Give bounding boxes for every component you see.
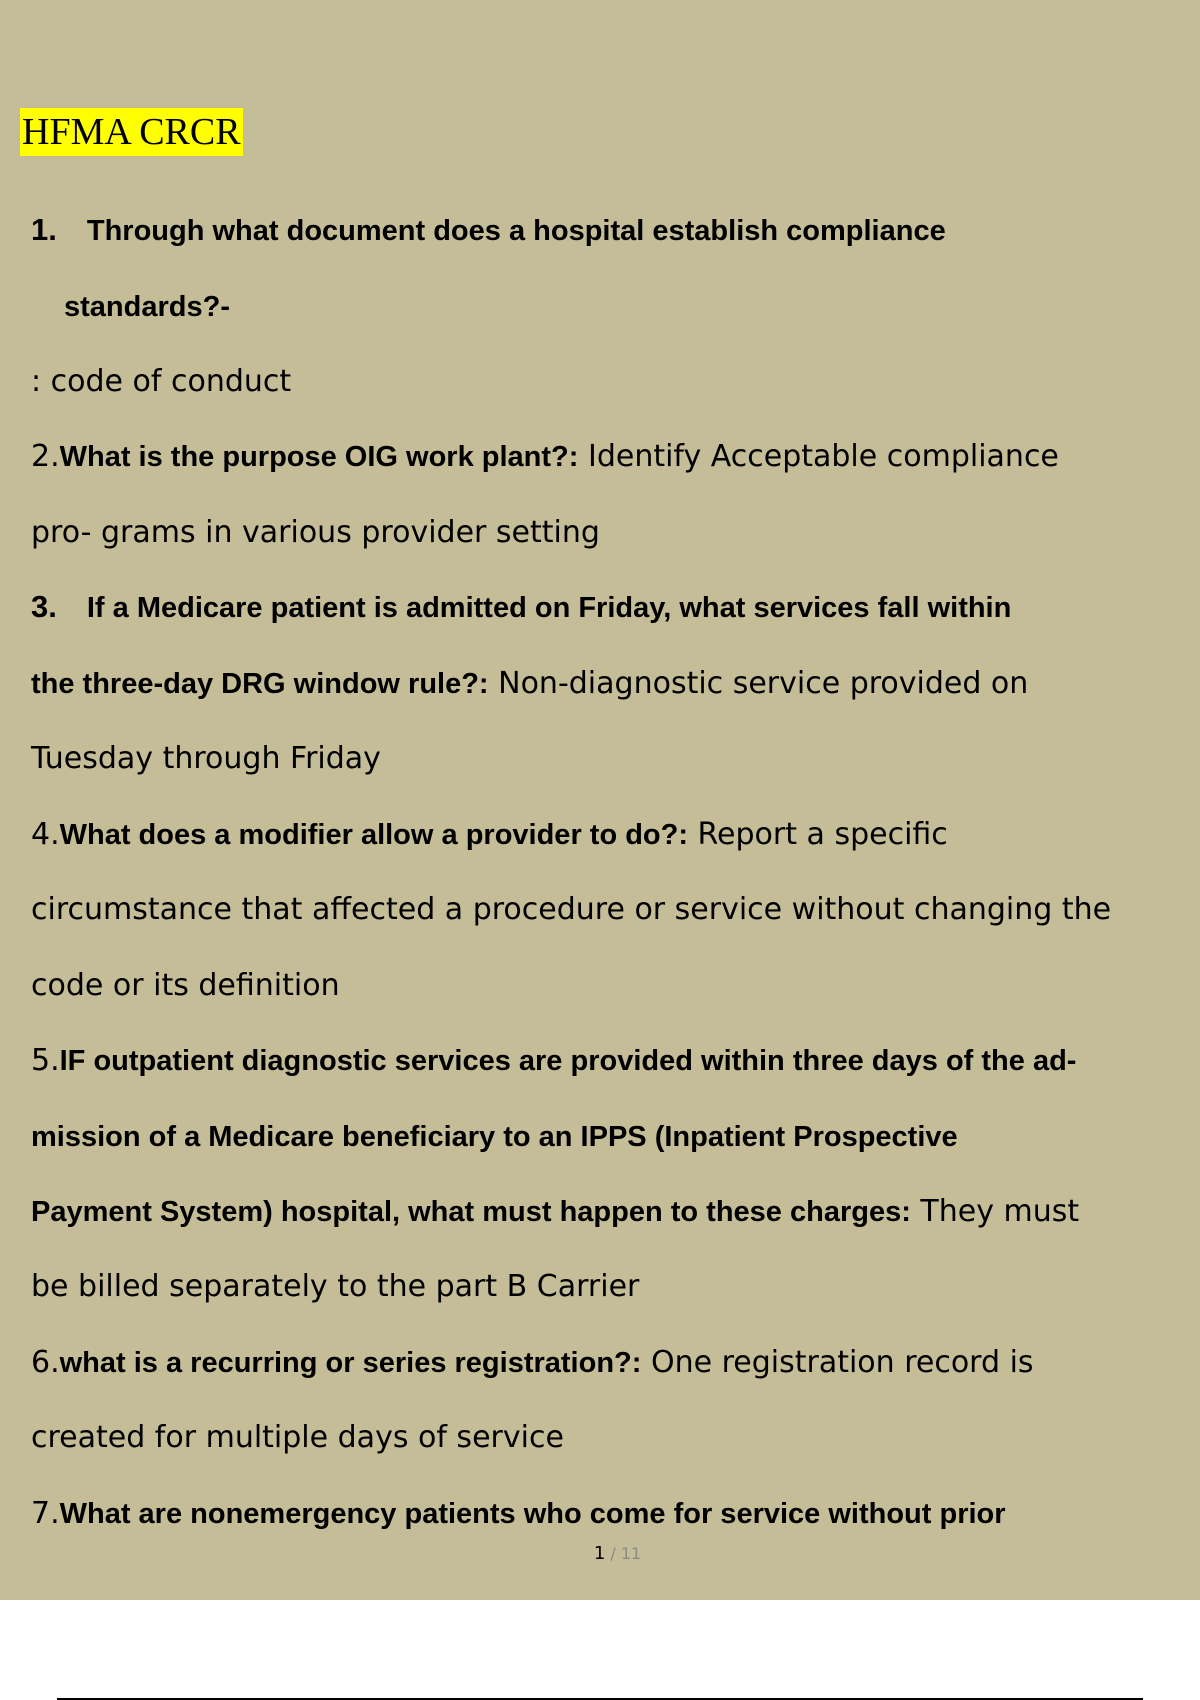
- question-5-text-cont-2: Payment System) hospital, what must happen to these charges:: [31, 1196, 911, 1228]
- question-5-number: 5.: [31, 1043, 60, 1078]
- answer-2-text-cont: pro- grams in various provider setting: [31, 515, 600, 550]
- answer-3-text-cont: Tuesday through Friday: [31, 741, 381, 776]
- question-3-number: 3.: [31, 589, 57, 624]
- answer-5-text-cont: be billed separately to the part B Carrier: [31, 1269, 640, 1304]
- question-5-text-cont: mission of a Medicare beneficiary to an IPPS (Inpatient Prospective: [31, 1121, 958, 1153]
- question-5-line-3: [31, 1191, 1079, 1232]
- question-3-text-cont: the three-day DRG window rule?:: [31, 668, 489, 700]
- answer-2-text: Identify Acceptable compliance: [578, 439, 1059, 474]
- question-1-text-cont: standards?-: [64, 291, 230, 323]
- question-3-line-2: [31, 663, 1028, 704]
- answer-3-line-2: [31, 738, 381, 779]
- answer-3-text: Non-diagnostic service provided on: [488, 666, 1029, 701]
- question-3-text: If a Medicare patient is admitted on Friday, what services fall within: [86, 592, 1012, 624]
- answer-6-text-cont: created for multiple days of service: [31, 1420, 564, 1455]
- question-5-line-2: [31, 1116, 958, 1157]
- question-4-text: What does a modifier allow a provider to do?:: [59, 819, 689, 851]
- document-title: HFMA CRCR: [20, 108, 243, 156]
- answer-4-line-2: [31, 889, 1111, 930]
- answer-5-text: They must: [910, 1194, 1080, 1229]
- question-7-line-1: [31, 1493, 1006, 1534]
- answer-6-line-2: [31, 1417, 564, 1458]
- answer-1-text: : code of conduct: [31, 364, 292, 399]
- question-4-number: 4.: [31, 817, 60, 852]
- answer-6-text: One registration record is: [641, 1345, 1034, 1380]
- current-page-number: 1: [593, 1543, 606, 1564]
- question-2-number: 2.: [31, 439, 60, 474]
- question-7-text: What are nonemergency patients who come for service without prior: [59, 1498, 1006, 1530]
- question-6-line-1: [31, 1342, 1034, 1383]
- question-1-line-2: [64, 286, 230, 327]
- answer-2-line-2: [31, 512, 600, 553]
- question-5-text: IF outpatient diagnostic services are provided within three days of the ad-: [59, 1045, 1077, 1077]
- question-6-text: what is a recurring or series registration?:: [59, 1347, 642, 1379]
- answer-4-line-3: [31, 965, 340, 1006]
- question-1-number: 1.: [31, 212, 57, 247]
- answer-1: [31, 361, 291, 402]
- question-1-line-1: [31, 210, 946, 251]
- question-3-line-1: [31, 587, 1011, 628]
- answer-4-text-cont-2: code or its definition: [31, 968, 340, 1003]
- question-2-line-1: [31, 436, 1059, 477]
- answer-4-text: Report a specific: [688, 817, 948, 852]
- page-indicator: [0, 1543, 1200, 1564]
- question-2-text: What is the purpose OIG work plant?:: [59, 441, 579, 473]
- question-5-line-1: [31, 1040, 1076, 1081]
- question-6-number: 6.: [31, 1345, 60, 1380]
- total-pages: / 11: [605, 1544, 642, 1563]
- answer-5-line-2: [31, 1266, 639, 1307]
- question-4-line-1: [31, 814, 948, 855]
- question-7-number: 7.: [31, 1496, 60, 1531]
- answer-4-text-cont: circumstance that affected a procedure or service without changing the: [31, 892, 1112, 927]
- question-1-text: Through what document does a hospital establish compliance: [86, 215, 946, 247]
